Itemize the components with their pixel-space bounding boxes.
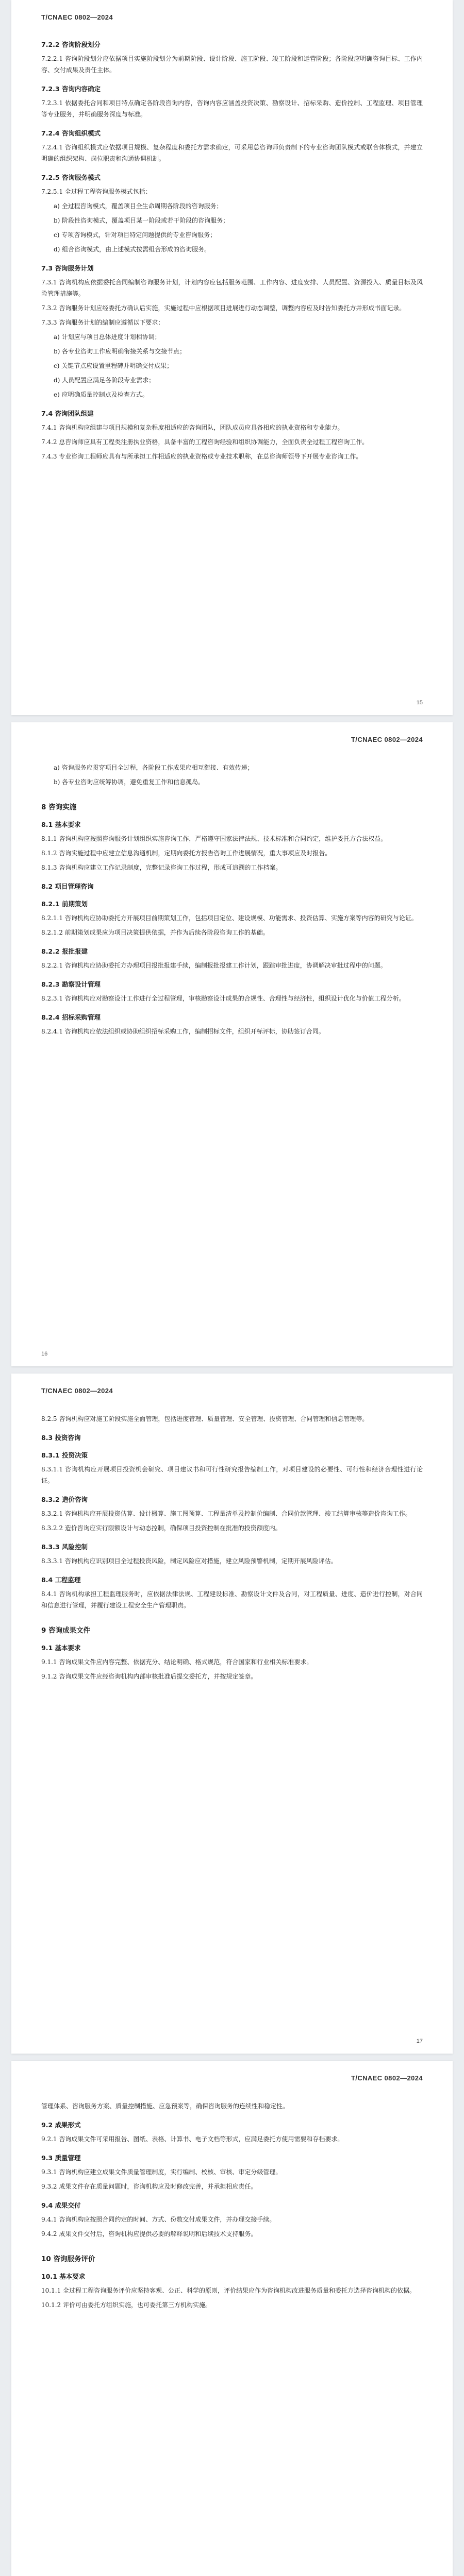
body-paragraph: a) 咨询服务应贯穿项目全过程，各阶段工作成果应相互衔接、有效传递； bbox=[54, 764, 254, 771]
body-paragraph: 7.2.5.1 全过程工程咨询服务模式包括： bbox=[41, 188, 152, 195]
document-page-4 bbox=[11, 2061, 453, 2576]
section-heading: 9 咨询成果文件 bbox=[41, 1626, 91, 1635]
body-paragraph: d) 组合咨询模式，由上述模式按需组合形成的咨询服务。 bbox=[54, 246, 211, 253]
body-paragraph: 7.2.3.1 依据委托合同和项目特点确定各阶段咨询内容，咨询内容应涵盖投资决策、勘察设计、招标采购、造价控制、工程监理、项目管理等专业服务，并明确服务深度与标准。 bbox=[41, 99, 423, 118]
body-paragraph: 8.1.3 咨询机构应建立工作记录制度，完整记录咨询工作过程，形成可追溯的工作档案。 bbox=[41, 864, 282, 871]
page-content bbox=[41, 1413, 423, 1682]
document-page-2 bbox=[11, 722, 453, 1366]
section-heading: 7.2.4 咨询组织模式 bbox=[41, 129, 101, 137]
section-heading: 9.3 质量管理 bbox=[41, 2154, 81, 2162]
body-paragraph: 8.2.4.1 咨询机构应依法组织或协助组织招标采购工作，编制招标文件，组织开标评标，协助签订合同。 bbox=[41, 1028, 325, 1035]
section-heading: 8.2.2 报批报建 bbox=[41, 947, 88, 955]
body-paragraph: 7.3.3 咨询服务计划的编制应遵循以下要求： bbox=[41, 319, 164, 326]
section-heading: 9.1 基本要求 bbox=[41, 1644, 81, 1652]
body-paragraph: d) 人员配置应满足各阶段专业需求； bbox=[54, 377, 155, 384]
body-paragraph: 9.4.2 成果文件交付后，咨询机构应提供必要的解释说明和后续技术支持服务。 bbox=[41, 2230, 257, 2238]
body-paragraph: 8.1.2 咨询实施过程中应建立信息沟通机制，定期向委托方报告咨询工作进展情况，重大事项应及时报告。 bbox=[41, 850, 332, 857]
std-code-header: T/CNAEC 0802—2024 bbox=[41, 13, 113, 21]
body-paragraph: 8.1.1 咨询机构应按照咨询服务计划组织实施咨询工作，严格遵守国家法律法规、技术标准和合同约定，维护委托方合法权益。 bbox=[41, 835, 387, 842]
body-paragraph: b) 各专业咨询工作应明确衔接关系与交接节点； bbox=[54, 348, 186, 355]
body-paragraph: c) 关键节点应设置里程碑并明确交付成果； bbox=[54, 362, 173, 369]
section-heading: 7.4 咨询团队组建 bbox=[41, 410, 94, 417]
body-paragraph: 9.3.1 咨询机构应建立成果文件质量管理制度，实行编制、校核、审核、审定分级管理。 bbox=[41, 2168, 282, 2176]
body-paragraph: 8.2.1.1 咨询机构应协助委托方开展项目前期策划工作，包括项目定位、建设规模、功能需求、投资估算、实施方案等内容的研究与论证。 bbox=[41, 914, 418, 922]
body-paragraph: 7.4.3 专业咨询工程师应具有与所承担工作相适应的执业资格或专业技术职称，在总咨询师领导下开展专业咨询工作。 bbox=[41, 453, 362, 460]
section-heading: 7.3 咨询服务计划 bbox=[41, 264, 94, 272]
body-paragraph: 7.4.2 总咨询师应具有工程类注册执业资格，具备丰富的工程咨询经验和组织协调能力，全面负责全过程工程咨询工作。 bbox=[41, 438, 369, 446]
page-content bbox=[41, 40, 423, 462]
document-page-3 bbox=[11, 1374, 453, 2054]
body-paragraph: a) 全过程咨询模式，覆盖项目全生命周期各阶段的咨询服务； bbox=[54, 202, 223, 210]
page-number: 15 bbox=[416, 700, 423, 706]
section-heading: 8.3 投资咨询 bbox=[41, 1434, 81, 1442]
section-heading: 7.2.3 咨询内容确定 bbox=[41, 85, 101, 93]
body-paragraph: 8.3.3.1 咨询机构应识别项目全过程投资风险，制定风险应对措施，建立风险预警机制，定期开展风险评估。 bbox=[41, 1557, 337, 1565]
page-number: 16 bbox=[41, 1351, 48, 1357]
body-paragraph: 8.3.2.2 造价咨询应实行限额设计与动态控制，确保项目投资控制在批准的投资额度内。 bbox=[41, 1524, 281, 1532]
section-heading: 8.4 工程监理 bbox=[41, 1576, 81, 1584]
section-heading: 9.4 成果交付 bbox=[41, 2201, 81, 2209]
body-paragraph: b) 阶段性咨询模式，覆盖项目某一阶段或若干阶段的咨询服务； bbox=[54, 217, 229, 224]
body-paragraph: e) 应明确质量控制点及检查方式。 bbox=[54, 391, 148, 398]
body-paragraph: 8.3.2.1 咨询机构应开展投资估算、设计概算、施工图预算、工程量清单及控制价编制、合同价款管理、竣工结算审核等造价咨询工作。 bbox=[41, 1510, 411, 1517]
page-number: 17 bbox=[416, 2038, 423, 2044]
section-heading: 8.2 项目管理咨询 bbox=[41, 883, 94, 890]
body-paragraph: a) 计划应与项目总体进度计划相协调； bbox=[54, 333, 161, 341]
section-heading: 8 咨询实施 bbox=[41, 803, 77, 811]
std-code-header: T/CNAEC 0802—2024 bbox=[41, 1387, 113, 1395]
section-heading: 8.1 基本要求 bbox=[41, 821, 81, 828]
body-paragraph: 8.2.5 咨询机构应对施工阶段实施全面管理，包括进度管理、质量管理、安全管理、投资管理、合同管理和信息管理等。 bbox=[41, 1415, 369, 1422]
body-paragraph: 9.2.1 咨询成果文件可采用报告、图纸、表格、计算书、电子文档等形式，应满足委托方使用需要和存档要求。 bbox=[41, 2136, 344, 2143]
section-heading: 7.2.2 咨询阶段划分 bbox=[41, 41, 101, 48]
body-paragraph: 8.2.1.2 前期策划成果应为项目决策提供依据，并作为后续各阶段咨询工作的基础。 bbox=[41, 929, 269, 936]
section-heading: 8.2.4 招标采购管理 bbox=[41, 1013, 101, 1021]
body-paragraph: 8.2.2.1 咨询机构应协助委托方办理项目报批报建手续，编制报批报建工作计划，跟踪审批进度，协调解决审批过程中的问题。 bbox=[41, 962, 387, 969]
body-paragraph: 8.2.3.1 咨询机构应对勘察设计工作进行全过程管理，审核勘察设计成果的合规性、合理性与经济性，组织设计优化与价值工程分析。 bbox=[41, 995, 405, 1002]
body-paragraph: 10.1.2 评价可由委托方组织实施，也可委托第三方机构实施。 bbox=[41, 2301, 211, 2309]
section-heading: 8.2.3 勘察设计管理 bbox=[41, 980, 101, 988]
section-heading: 7.2.5 咨询服务模式 bbox=[41, 174, 101, 181]
section-heading: 8.3.1 投资决策 bbox=[41, 1451, 88, 1459]
section-heading: 8.3.2 造价咨询 bbox=[41, 1496, 88, 1503]
std-code-header: T/CNAEC 0802—2024 bbox=[351, 2074, 423, 2082]
body-paragraph: 9.4.1 咨询机构应按照合同约定的时间、方式、份数交付成果文件，并办理交接手续。 bbox=[41, 2216, 276, 2223]
body-paragraph: 9.1.1 咨询成果文件应内容完整、依据充分、结论明确、格式规范，符合国家和行业相关标准要求。 bbox=[41, 1658, 313, 1666]
section-heading: 8.3.3 风险控制 bbox=[41, 1543, 88, 1551]
section-heading: 10.1 基本要求 bbox=[41, 2273, 86, 2280]
body-paragraph: 9.3.2 成果文件存在质量问题时，咨询机构应及时修改完善，并承担相应责任。 bbox=[41, 2183, 257, 2190]
body-paragraph: 10.1.1 全过程工程咨询服务评价应坚持客观、公正、科学的原则，评价结果应作为咨询机构改进服务质量和委托方选择咨询机构的依据。 bbox=[41, 2287, 416, 2294]
body-paragraph: 7.3.1 咨询机构应依据委托合同编制咨询服务计划，计划内容应包括服务范围、工作内容、进度安排、人员配置、资源投入、质量目标及风险管理措施等。 bbox=[41, 279, 423, 297]
body-paragraph: 7.2.2.1 咨询阶段划分应依据项目实施阶段划分为前期阶段、设计阶段、施工阶段、竣工阶段和运营阶段；各阶段应明确咨询目标、工作内容、交付成果及责任主体。 bbox=[41, 55, 423, 74]
body-paragraph: 7.3.2 咨询服务计划应经委托方确认后实施，实施过程中应根据项目进展进行动态调整，调整内容应及时告知委托方并形成书面记录。 bbox=[41, 304, 406, 312]
std-code-header: T/CNAEC 0802—2024 bbox=[351, 736, 423, 743]
body-paragraph: 管理体系、咨询服务方案、质量控制措施、应急预案等，确保咨询服务的连续性和稳定性。 bbox=[41, 2103, 289, 2110]
body-paragraph: 8.4.1 咨询机构承担工程监理服务时，应依据法律法规、工程建设标准、勘察设计文件及合同，对工程质量、进度、造价进行控制，对合同和信息进行管理，并履行建设工程安全生产管理职责。 bbox=[41, 1590, 423, 1609]
section-heading: 8.2.1 前期策划 bbox=[41, 900, 88, 908]
document-page-1 bbox=[11, 0, 453, 715]
body-paragraph: c) 专项咨询模式，针对项目特定问题提供的专业咨询服务； bbox=[54, 231, 217, 239]
body-paragraph: 7.4.1 咨询机构应组建与项目规模和复杂程度相适应的咨询团队，团队成员应具备相应的执业资格和专业能力。 bbox=[41, 424, 344, 431]
page-content bbox=[41, 2100, 423, 2311]
section-heading: 10 咨询服务评价 bbox=[41, 2255, 95, 2263]
body-paragraph: 7.2.4.1 咨询组织模式应依据项目规模、复杂程度和委托方需求确定，可采用总咨询师负责制下的专业咨询团队模式或联合体模式，并建立明确的组织架构、岗位职责和沟通协调机制。 bbox=[41, 144, 423, 162]
body-paragraph: 8.3.1.1 咨询机构应开展项目投资机会研究、项目建议书和可行性研究报告编制工作，对项目建设的必要性、可行性和经济合理性进行论证。 bbox=[41, 1466, 423, 1484]
body-paragraph: b) 各专业咨询应统筹协调，避免重复工作和信息孤岛。 bbox=[54, 778, 205, 786]
page-content bbox=[41, 762, 423, 1037]
body-paragraph: 9.1.2 咨询成果文件应经咨询机构内部审核批准后提交委托方，并按规定签章。 bbox=[41, 1673, 257, 1680]
section-heading: 9.2 成果形式 bbox=[41, 2121, 81, 2129]
